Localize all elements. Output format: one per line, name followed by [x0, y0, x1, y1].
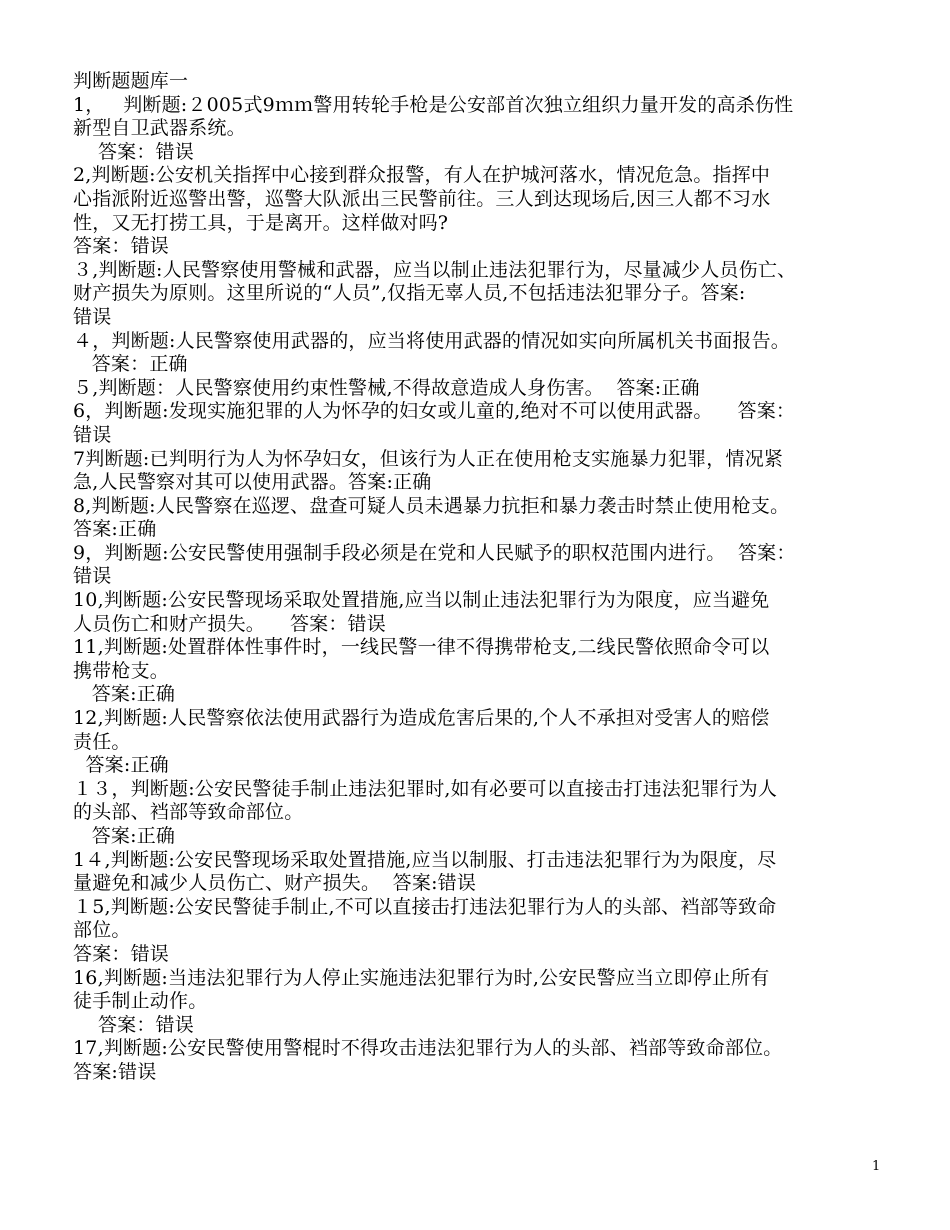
- text-line: ５,判断题：人民警察使用约束性警械,不得故意造成人身伤害。 答案:正确: [73, 376, 700, 399]
- text-line: 携带枪支。: [73, 659, 170, 682]
- text-line: 11,判断题:处置群体性事件时，一线民警一律不得携带枪支,二线民警依照命令可以: [73, 636, 770, 659]
- text-line: １5,判断题:公安民警徒手制止,不可以直接击打违法犯罪行为人的头部、裆部等致命: [73, 895, 777, 918]
- text-line: 答案:正确: [73, 683, 176, 706]
- document-body: [73, 70, 885, 1085]
- text-line: 7判断题:已判明行为人为怀孕妇女，但该行为人正在使用枪支实施暴力犯罪，情况紧: [73, 447, 784, 470]
- text-line: 答案:正确: [73, 754, 169, 777]
- text-line: 错误: [73, 423, 112, 446]
- text-line: 答案:正确: [73, 518, 157, 541]
- text-line: 错误: [73, 305, 112, 328]
- text-line: 1４,判断题:公安民警现场采取处置措施,应当以制服、打击违法犯罪行为为限度，尽: [73, 848, 777, 871]
- text-line: 徒手制止动作。: [73, 990, 208, 1013]
- text-line: 答案：错误: [73, 235, 170, 258]
- text-line: 心指派附近巡警出警，巡警大队派出三民警前往。三人到达现场后,因三人都不习水: [73, 187, 771, 210]
- text-line: 16,判断题:当违法犯罪行为人停止实施违法犯罪行为时,公安民警应当立即停止所有: [73, 966, 770, 989]
- text-line: 财产损失为原则。这里所说的“人员”,仅指无辜人员,不包括违法犯罪分子。答案:: [73, 282, 746, 305]
- text-line: 答案：错误: [73, 942, 170, 965]
- text-line: 1， 判断题:２005式9ｍｍ警用转轮手枪是公安部首次独立组织力量开发的高杀伤性: [73, 93, 794, 116]
- text-line: 答案：错误: [73, 1013, 194, 1036]
- text-line: 6，判断题:发现实施犯罪的人为怀孕的妇女或儿童的,绝对不可以使用武器。 答案：: [73, 400, 796, 423]
- text-line: 答案：正确: [73, 353, 188, 376]
- text-line: 量避免和减少人员伤亡、财产损失。 答案:错误: [73, 872, 477, 895]
- document-title: 判断题题库一: [73, 70, 189, 92]
- text-line: 答案:错误: [73, 1060, 157, 1083]
- text-line: １３，判断题:公安民警徒手制止违法犯罪时,如有必要可以直接击打违法犯罪行为人: [73, 777, 778, 800]
- text-line: 部位。: [73, 919, 131, 942]
- text-line: 新型自卫武器系统。: [73, 117, 246, 140]
- text-line: ３,判断题:人民警察使用警械和武器，应当以制止违法犯罪行为，尽量减少人员伤亡、: [73, 258, 797, 281]
- text-line: 12,判断题:人民警察依法使用武器行为造成危害后果的,个人不承担对受害人的赔偿: [73, 707, 770, 730]
- text-line: 人员伤亡和财产损失。 答案：错误: [73, 612, 386, 635]
- text-line: 责任。: [73, 730, 131, 753]
- text-line: 8,判断题:人民警察在巡逻、盘查可疑人员未遇暴力抗拒和暴力袭击时禁止使用枪支。: [73, 494, 790, 517]
- text-line: 答案:正确: [73, 825, 176, 847]
- page-number: 1: [872, 1159, 881, 1174]
- text-line: ４，判断题:人民警察使用武器的，应当将使用武器的情况如实向所属机关书面报告。: [73, 329, 791, 352]
- text-line: 10,判断题:公安民警现场采取处置措施,应当以制止违法犯罪行为为限度，应当避免: [73, 589, 770, 612]
- text-line: 的头部、裆部等致命部位。: [73, 801, 304, 824]
- text-line: 急,人民警察对其可以使用武器。答案:正确: [73, 471, 432, 494]
- text-line: 答案：错误: [73, 140, 194, 163]
- text-line: 性，又无打捞工具，于是离开。这样做对吗?: [73, 211, 449, 234]
- text-line: 错误: [73, 565, 112, 588]
- text-line: 2,判断题:公安机关指挥中心接到群众报警，有人在护城河落水，情况危急。指挥中: [73, 164, 771, 187]
- text-line: 17,判断题:公安民警使用警棍时不得攻击违法犯罪行为人的头部、裆部等致命部位。: [73, 1037, 783, 1060]
- text-line: 9，判断题:公安民警使用强制手段必须是在党和人民赋予的职权范围内进行。 答案：: [73, 541, 796, 564]
